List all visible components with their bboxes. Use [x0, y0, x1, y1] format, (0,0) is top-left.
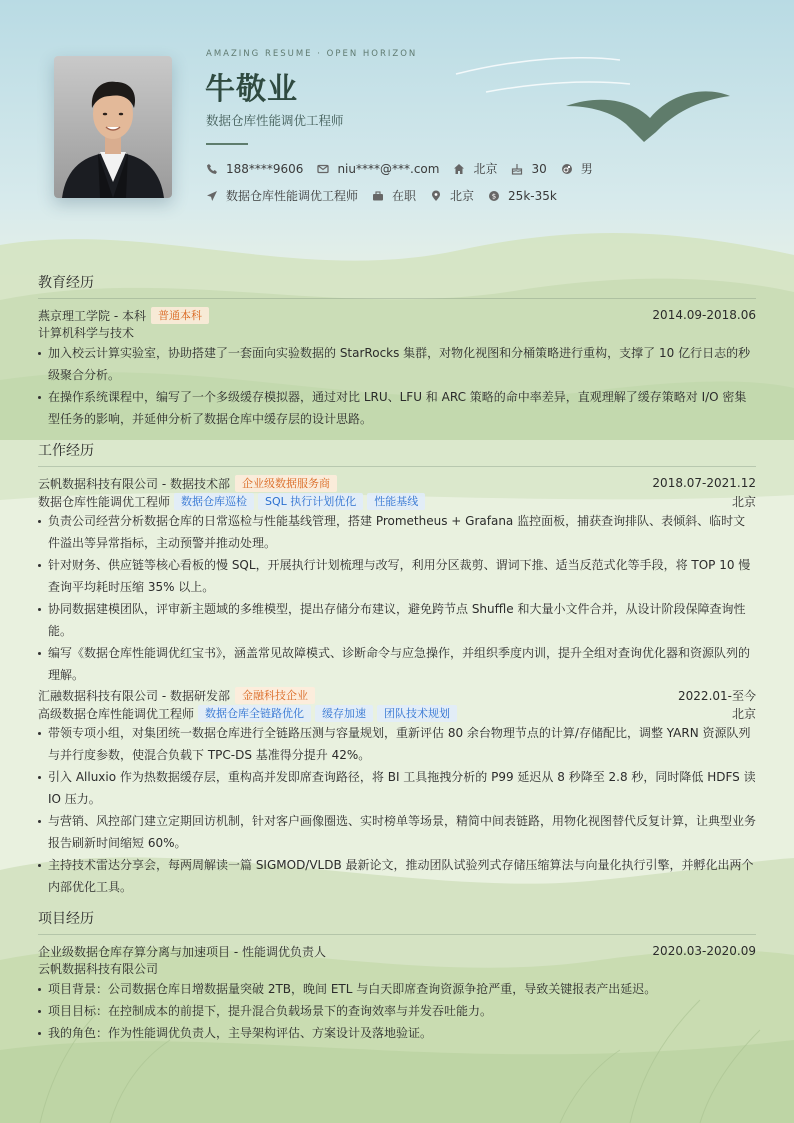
job-city: 北京: [731, 494, 756, 509]
job-date: 2022.01-至今: [678, 688, 756, 703]
company-row: [38, 474, 756, 492]
project-header-row: [38, 942, 756, 960]
project-date: 2020.03-2020.09: [652, 944, 756, 958]
project-bullets: [38, 978, 756, 1044]
skill-tag: 数据仓库全链路优化: [198, 705, 311, 722]
education-header-row: [38, 306, 756, 324]
school-name: 燕京理工学院 - 本科: [38, 308, 146, 323]
role-name: 高级数据仓库性能调优工程师: [38, 706, 195, 721]
company-tag: 金融科技企业: [235, 687, 315, 704]
company-name: 云帆数据科技有限公司 - 数据技术部: [38, 476, 230, 491]
company-tag: 企业级数据服务商: [235, 475, 337, 492]
skill-tag: 性能基线: [367, 493, 425, 510]
cake-icon: [511, 163, 523, 175]
phone-icon: [206, 163, 218, 175]
list-item: 在操作系统课程中，编写了一个多级缓存模拟器，通过对比 LRU、LFU 和 ARC 策略的命中率差异，直观理解了缓存策略对 I/O 密集型任务的影响，并延伸分析了数据仓库中缓存层的设计思路。: [38, 386, 756, 430]
project-name: 企业级数据仓库存算分离与加速项目 - 性能调优负责人: [38, 944, 326, 959]
age-item: 30: [511, 162, 546, 176]
section-title: 教育经历: [38, 272, 756, 299]
list-item: 与营销、风控部门建立定期回访机制，针对客户画像圈选、实时榜单等场景，精简中间表链路，用物化视图替代反复计算，让典型业务报告刷新时间缩短 60%。: [38, 810, 756, 854]
target-city-item: 北京: [430, 187, 474, 204]
role-name: 数据仓库性能调优工程师: [38, 494, 171, 509]
education-section: [38, 272, 756, 430]
list-item: 负责公司经营分析数据仓库的日常巡检与性能基线管理，搭建 Prometheus + Grafana 监控面板，捕获查询排队、表倾斜、临时文件溢出等异常指标，主动预警并推动处理。: [38, 510, 756, 554]
city-item: 北京: [453, 160, 497, 177]
skill-tag: 缓存加速: [315, 705, 373, 722]
list-item: 项目目标：在控制成本的前提下，提升混合负载场景下的查询效率与并发吞吐能力。: [38, 1000, 756, 1022]
phone-item: 188****9606: [206, 162, 303, 176]
project-company: 云帆数据科技有限公司: [38, 962, 159, 976]
role-row: [38, 704, 756, 722]
contact-row: [206, 160, 607, 177]
list-item: 主持技术雷达分享会，每两周解读一篇 SIGMOD/VLDB 最新论文，推动团队试验列式存储压缩算法与向量化执行引擎，并孵化出两个内部优化工具。: [38, 854, 756, 898]
job-entry: [38, 686, 756, 898]
job-entry: [38, 474, 756, 686]
job-status-item: 在职: [372, 187, 416, 204]
money-icon: [488, 190, 500, 202]
candidate-name: 牛敬业: [205, 72, 298, 107]
job-bullets: [38, 722, 756, 898]
email-item: niu****@***.com: [317, 162, 439, 176]
major: 计算机科学与技术: [38, 326, 135, 340]
list-item: 编写《数据仓库性能调优红宝书》，涵盖常见故障模式、诊断命令与应急操作，并组织季度内训，提升全组对查询优化器和资源队列的理解。: [38, 642, 756, 686]
svg-text:$: $: [491, 192, 497, 201]
skill-tag: 数据仓库巡检: [174, 493, 254, 510]
section-title: 工作经历: [38, 440, 756, 467]
job-city: 北京: [731, 706, 756, 721]
mail-icon: [317, 163, 329, 175]
home-icon: [453, 163, 465, 175]
location-pin-icon: [430, 190, 442, 202]
skill-tag: SQL 执行计划优化: [258, 493, 363, 510]
salary-item: $ 25k-35k: [488, 189, 557, 203]
tagline: AMAZING RESUME · OPEN HORIZON: [206, 49, 418, 59]
list-item: 加入校云计算实验室，协助搭建了一套面向实验数据的 StarRocks 集群，对物化视图和分桶策略进行重构，支撑了 10 亿行日志的秒级聚合分析。: [38, 342, 756, 386]
list-item: 我的角色：作为性能调优负责人，主导架构评估、方案设计及落地验证。: [38, 1022, 756, 1044]
gender-icon: [561, 163, 573, 175]
target-role-item: 数据仓库性能调优工程师: [206, 187, 358, 204]
skill-tag: 团队技术规划: [377, 705, 457, 722]
job-bullets: [38, 510, 756, 686]
list-item: 项目背景：公司数据仓库日增数据量突破 2TB，晚间 ETL 与白天即席查询资源争抢严重，导致关键报表产出延迟。: [38, 978, 756, 1000]
title-divider: [206, 143, 248, 145]
intent-row: [206, 187, 571, 204]
school-tag: 普通本科: [151, 307, 209, 324]
job-title: 数据仓库性能调优工程师: [206, 113, 344, 128]
send-icon: [206, 190, 218, 202]
profile-photo: [54, 56, 172, 198]
gender-item: 男: [561, 160, 593, 177]
briefcase-icon: [372, 190, 384, 202]
list-item: 针对财务、供应链等核心看板的慢 SQL，开展执行计划梳理与改写，利用分区裁剪、谓词下推、适当反范式化等手段，将 TOP 10 慢查询平均耗时压缩 35% 以上。: [38, 554, 756, 598]
role-row: [38, 492, 756, 510]
section-title: 项目经历: [38, 908, 756, 935]
education-date: 2014.09-2018.06: [652, 308, 756, 322]
work-section: [38, 440, 756, 898]
project-section: [38, 908, 756, 1044]
education-bullets: [38, 342, 756, 430]
list-item: 带领专项小组，对集团统一数据仓库进行全链路压测与容量规划，重新评估 80 余台物理节点的计算/存储配比，调整 YARN 资源队列与并行度参数，使混合负载下 TPC-DS 基准得分提升 42%。: [38, 722, 756, 766]
company-name: 汇融数据科技有限公司 - 数据研发部: [38, 688, 230, 703]
list-item: 协同数据建模团队，评审新主题域的多维模型，提出存储分布建议，避免跨节点 Shuffle 和大量小文件合并，从设计阶段保障查询性能。: [38, 598, 756, 642]
job-date: 2018.07-2021.12: [652, 476, 756, 490]
company-row: [38, 686, 756, 704]
list-item: 引入 Alluxio 作为热数据缓存层，重构高并发即席查询路径，将 BI 工具拖拽分析的 P99 延迟从 8 秒降至 2.8 秒，同时降低 HDFS 读 IO 压力。: [38, 766, 756, 810]
